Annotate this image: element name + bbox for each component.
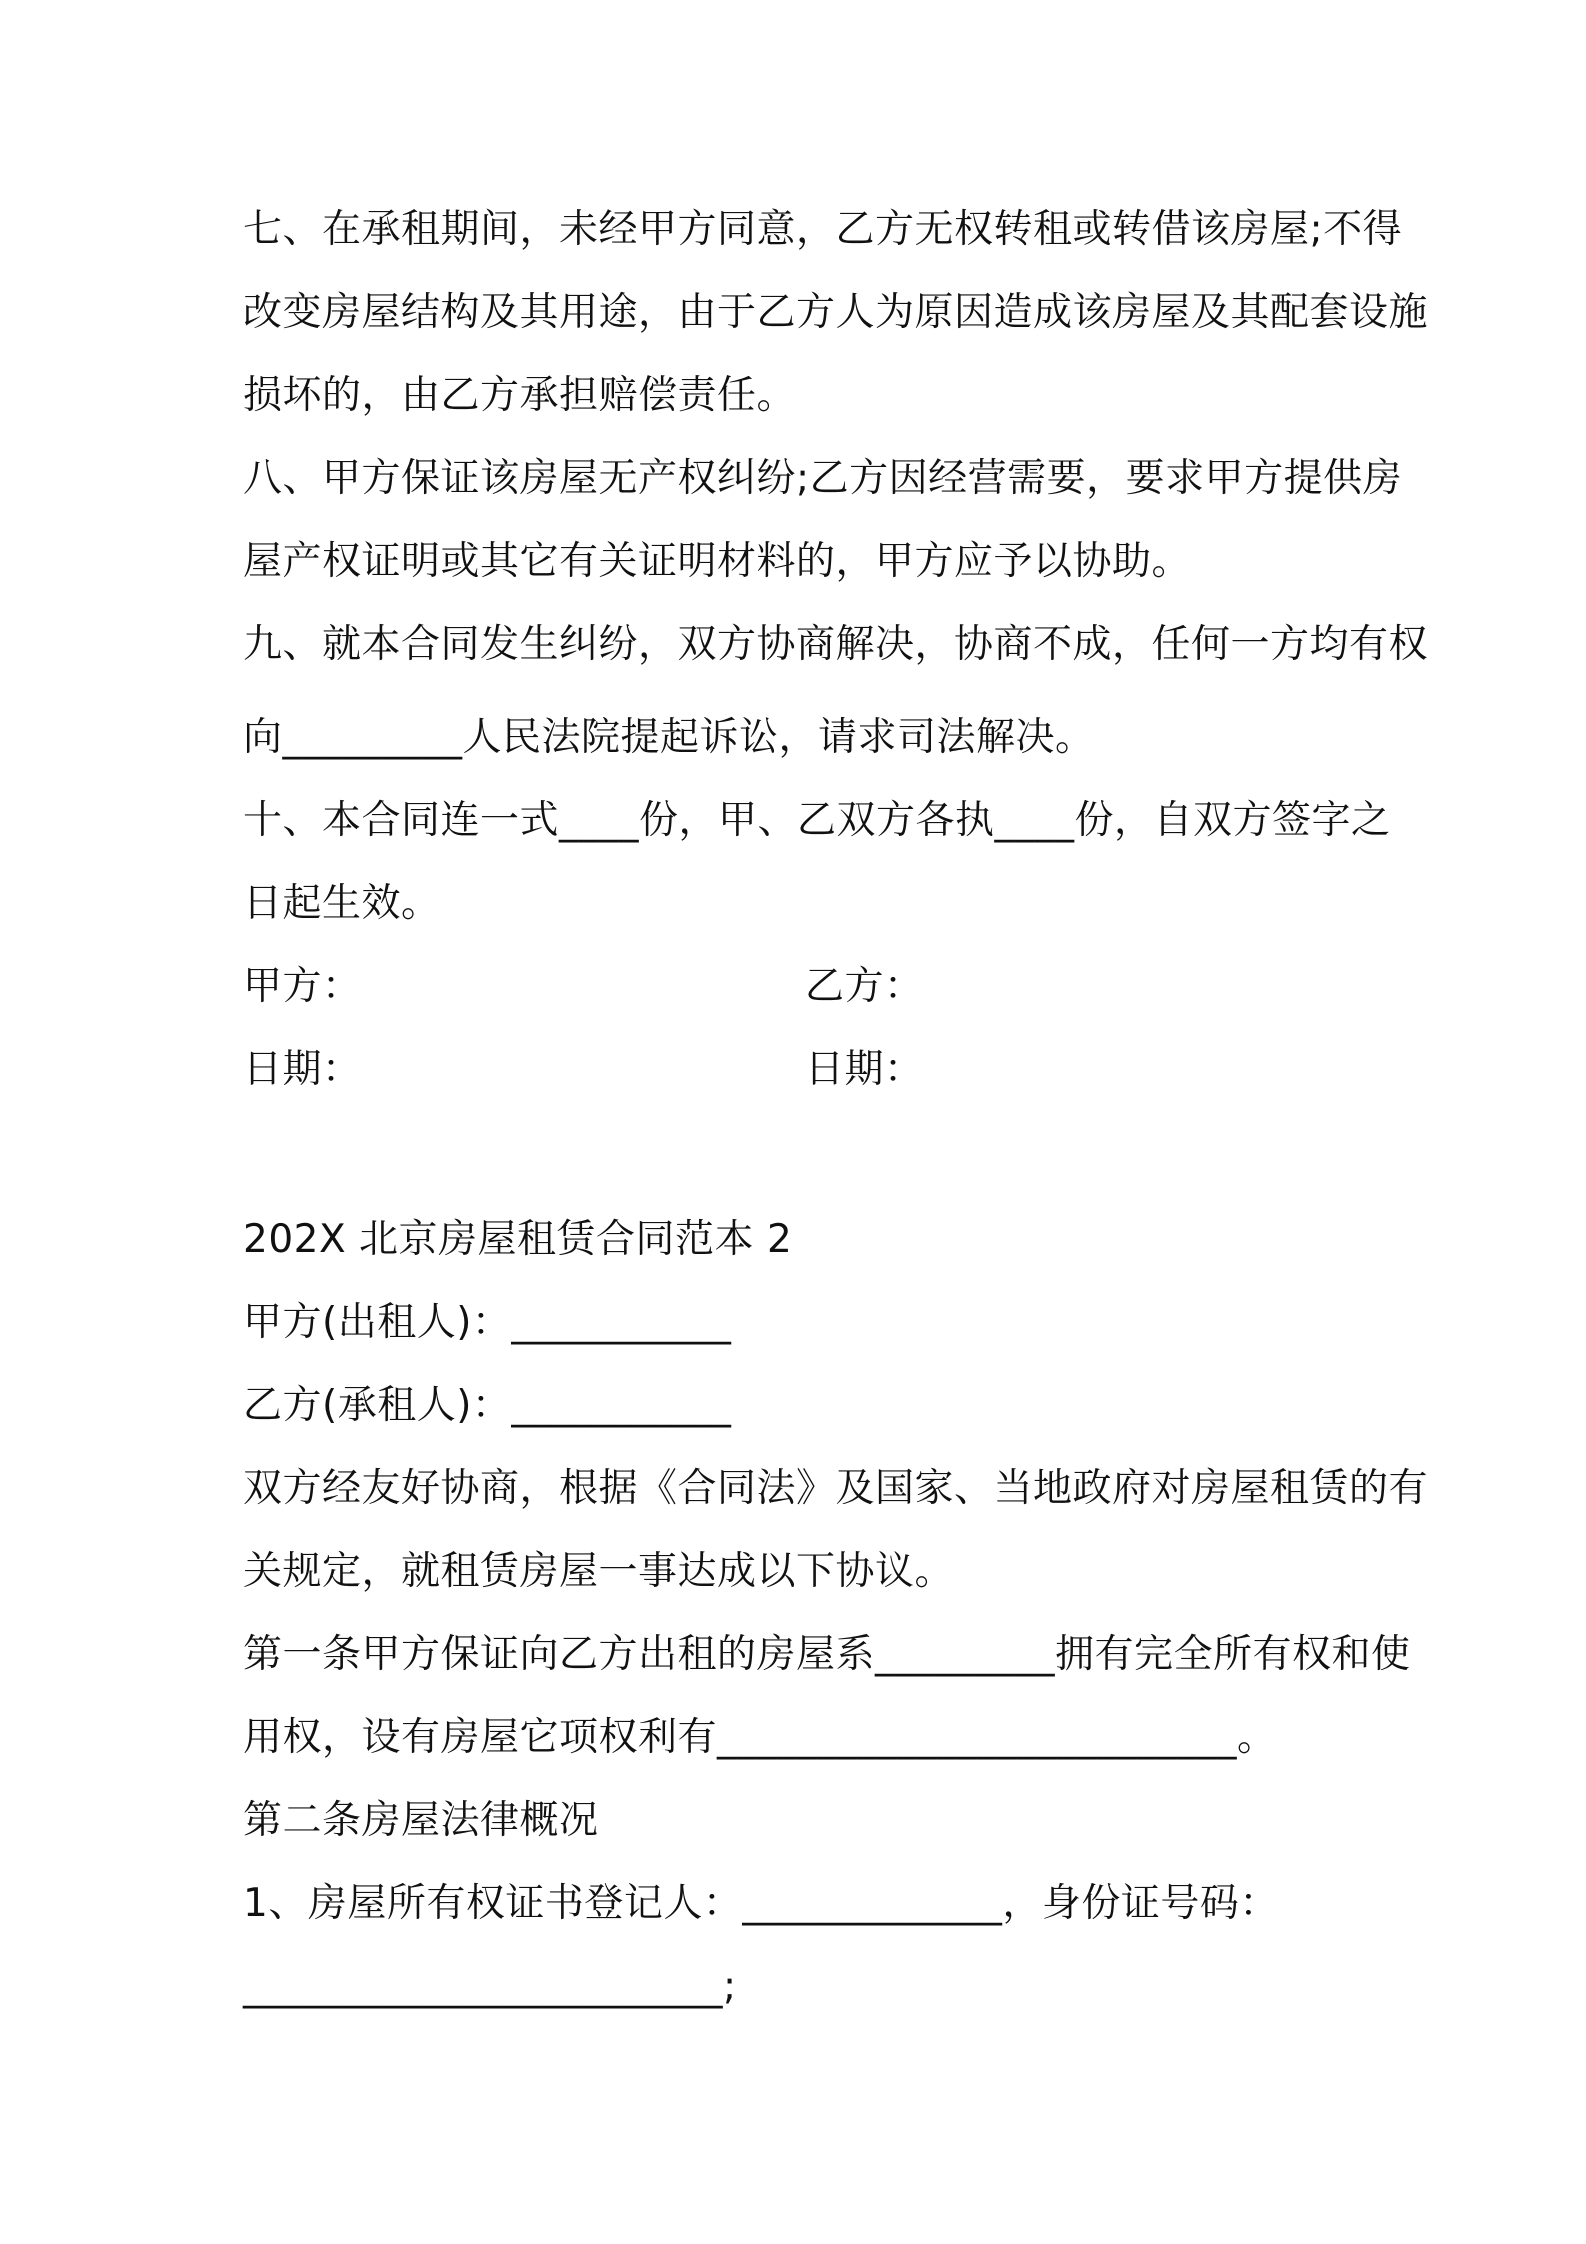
clause-9-line-2: 向_________人民法院提起诉讼，请求司法解决。 [243, 715, 1095, 760]
article-2-heading: 第二条房屋法律概况 [243, 1798, 599, 1843]
party-b-date-label: 日期： [805, 1047, 924, 1092]
party-b-signature-label: 乙方： [805, 964, 924, 1009]
article-1-line-1: 第一条甲方保证向乙方出租的房屋系_________拥有完全所有权和使 [243, 1632, 1411, 1677]
clause-8-line-1: 八、甲方保证该房屋无产权纠纷;乙方因经营需要，要求甲方提供房 [243, 456, 1403, 501]
preamble-line-1: 双方经友好协商，根据《合同法》及国家、当地政府对房屋租赁的有 [243, 1466, 1429, 1511]
id-number-blank-line: ________________________; [243, 1964, 737, 2009]
clause-10-line-1: 十、本合同连一式____份，甲、乙双方各执____份，自双方签字之 [243, 798, 1391, 843]
clause-10-line-2: 日起生效。 [243, 881, 441, 926]
clause-7-line-2: 改变房屋结构及其用途，由于乙方人为原因造成该房屋及其配套设施 [243, 290, 1429, 335]
clause-7-line-3: 损坏的，由乙方承担赔偿责任。 [243, 373, 797, 418]
ownership-registrant-line: 1、房屋所有权证书登记人：_____________，身份证号码： [243, 1881, 1279, 1926]
party-a-date-label: 日期： [243, 1047, 362, 1092]
preamble-line-2: 关规定，就租赁房屋一事达成以下协议。 [243, 1549, 955, 1594]
lessee-line: 乙方(承租人)：___________ [243, 1383, 732, 1428]
party-a-signature-label: 甲方： [243, 964, 362, 1009]
lessor-line: 甲方(出租人)：___________ [243, 1300, 732, 1345]
section-2-title: 202X 北京房屋租赁合同范本 2 [243, 1217, 793, 1262]
clause-8-line-2: 屋产权证明或其它有关证明材料的，甲方应予以协助。 [243, 539, 1192, 584]
clause-7-line-1: 七、在承租期间，未经甲方同意，乙方无权转租或转借该房屋;不得 [243, 207, 1403, 252]
clause-9-line-1: 九、就本合同发生纠纷，双方协商解决，协商不成，任何一方均有权 [243, 622, 1429, 667]
article-1-line-2: 用权，设有房屋它项权利有__________________________。 [243, 1715, 1277, 1760]
